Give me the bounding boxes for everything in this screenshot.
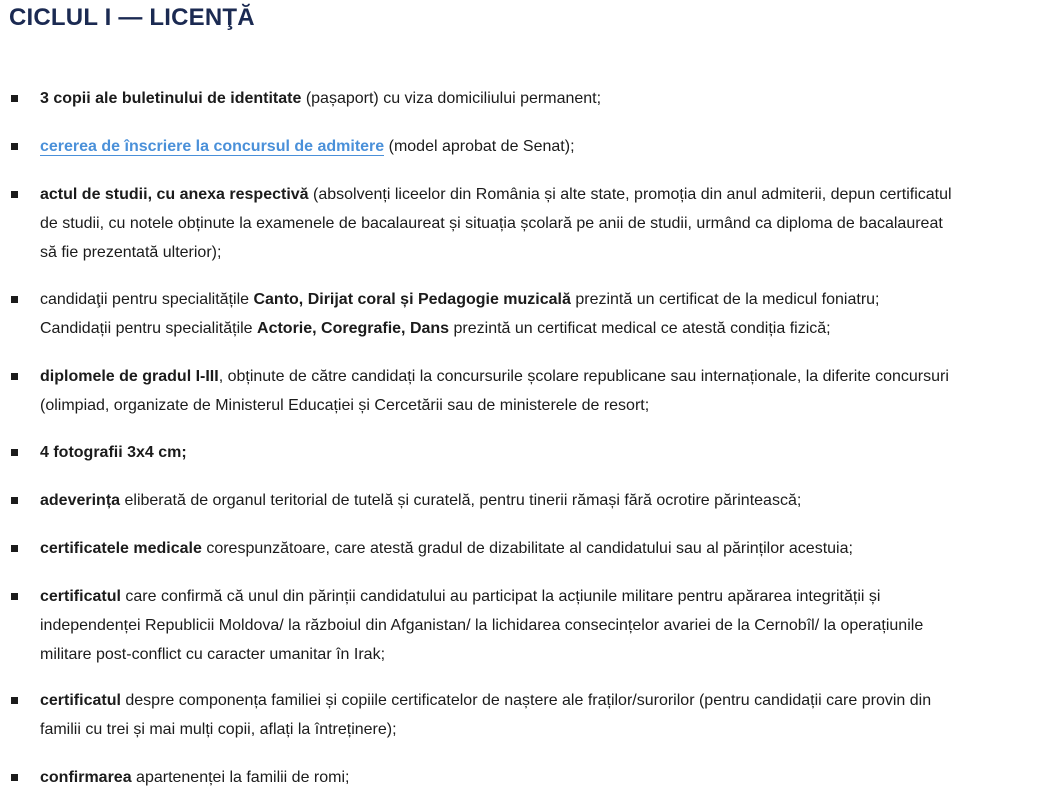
bold-text: adeverința bbox=[40, 492, 121, 509]
text-line bbox=[40, 534, 1037, 563]
square-bullet-icon bbox=[11, 497, 18, 504]
text-line bbox=[40, 285, 1037, 314]
bold-text: 3 copii ale buletinului de identitate bbox=[40, 90, 302, 107]
admission-form-link[interactable]: cererea de înscriere la concursul de admitere bbox=[40, 138, 385, 155]
list-item-text bbox=[40, 534, 1037, 563]
list-item bbox=[9, 534, 1037, 563]
bold-text: Canto, Dirijat coral și Pedagogie muzicală bbox=[253, 291, 571, 308]
square-bullet-icon bbox=[11, 697, 18, 704]
text: , obținute de către candidați la concursurile școlare republicane sau internaționale, la diferite concursuri bbox=[218, 368, 949, 385]
list-item bbox=[9, 763, 1037, 792]
text-line bbox=[40, 611, 1037, 640]
text-line bbox=[40, 180, 1037, 209]
text: (model aprobat de Senat); bbox=[384, 138, 575, 155]
square-bullet-icon bbox=[11, 774, 18, 781]
list-item-text bbox=[40, 84, 1037, 113]
bold-text: certificatul bbox=[40, 692, 121, 709]
bold-text: actul de studii, cu anexa respectivă bbox=[40, 186, 309, 203]
text-line bbox=[40, 486, 1037, 515]
list-item bbox=[9, 84, 1037, 113]
text: familii cu trei și mai mulți copii, aflați la întreținere); bbox=[40, 721, 397, 738]
list-item-text bbox=[40, 438, 1037, 467]
text: (pașaport) cu viza domiciliului permanent; bbox=[301, 90, 602, 107]
bold-text: confirmarea bbox=[40, 769, 132, 786]
text-line bbox=[40, 84, 1037, 113]
list-item bbox=[9, 180, 1037, 267]
list-item bbox=[9, 686, 1037, 744]
square-bullet-icon bbox=[11, 449, 18, 456]
text-line bbox=[40, 132, 1037, 161]
text-line bbox=[40, 391, 1037, 420]
list-item-text bbox=[40, 582, 1037, 669]
list-item-text bbox=[40, 362, 1037, 420]
text: să fie prezentată ulterior); bbox=[40, 244, 222, 261]
list-item bbox=[9, 438, 1037, 467]
text: eliberată de organul teritorial de tutelă și curatelă, pentru tinerii rămași fără ocrotire părintească; bbox=[120, 492, 802, 509]
text: Candidații pentru specialitățile bbox=[40, 320, 258, 337]
text: candidaţii pentru specialitățile bbox=[40, 291, 254, 308]
square-bullet-icon bbox=[11, 95, 18, 102]
text: militare post-conflict cu caracter umanitar în Irak; bbox=[40, 646, 386, 663]
list-item-text bbox=[40, 486, 1037, 515]
list-item bbox=[9, 132, 1037, 161]
text: corespunzătoare, care atestă gradul de dizabilitate al candidatului sau al părinților acestuia; bbox=[201, 540, 853, 557]
text: despre componența familiei și copiile certificatelor de naștere ale fraților/surorilor (pentru candidații care provin din bbox=[120, 692, 932, 709]
bold-text: diplomele de gradul I-III bbox=[40, 368, 219, 385]
list-item-text bbox=[40, 285, 1037, 343]
text-line bbox=[40, 715, 1037, 744]
list-item-text bbox=[40, 686, 1037, 744]
text-line bbox=[40, 314, 1037, 343]
text: independenței Republicii Moldova/ la războiul din Afganistan/ la lichidarea consecințelor avariei de la Cernobîl/ la operațiunile bbox=[40, 617, 924, 634]
list-item bbox=[9, 486, 1037, 515]
text: (absolvenți liceelor din România și alte state, promoția din anul admiterii, depun certificatul bbox=[308, 186, 952, 203]
text: prezintă un certificat de la medicul foniatru; bbox=[570, 291, 880, 308]
text-line bbox=[40, 640, 1037, 669]
square-bullet-icon bbox=[11, 296, 18, 303]
text: (olimpiad, organizate de Ministerul Educației și Cercetării sau de ministerele de resort; bbox=[40, 397, 650, 414]
list-item-text bbox=[40, 132, 1037, 161]
text-line bbox=[40, 238, 1037, 267]
text: care confirmă că unul din părinții candidatului au participat la acțiunile militare pentru apărarea integrității și bbox=[120, 588, 881, 605]
square-bullet-icon bbox=[11, 593, 18, 600]
square-bullet-icon bbox=[11, 373, 18, 380]
square-bullet-icon bbox=[11, 143, 18, 150]
bold-text: Actorie, Coregrafie, Dans bbox=[257, 320, 450, 337]
list-item-text bbox=[40, 180, 1037, 267]
text-line bbox=[40, 686, 1037, 715]
bold-text: 4 fotografii 3x4 cm; bbox=[40, 444, 187, 461]
list-item bbox=[9, 362, 1037, 420]
text-line bbox=[40, 763, 1037, 792]
square-bullet-icon bbox=[11, 191, 18, 198]
bold-text: certificatul bbox=[40, 588, 121, 605]
text: de studii, cu notele obținute la examenele de bacalaureat și situația școlară pe anii de studii, urmând ca diploma de bacalaureat bbox=[40, 215, 943, 232]
square-bullet-icon bbox=[11, 545, 18, 552]
page-title: CICLUL I — LICENŢĂ bbox=[9, 4, 255, 31]
text-line bbox=[40, 362, 1037, 391]
text: apartenenței la familii de romi; bbox=[131, 769, 350, 786]
text: prezintă un certificat medical ce atestă condiția fizică; bbox=[449, 320, 831, 337]
text-line bbox=[40, 438, 1037, 467]
list-item-text bbox=[40, 763, 1037, 792]
bold-text: certificatele medicale bbox=[40, 540, 202, 557]
list-item bbox=[9, 582, 1037, 669]
text-line bbox=[40, 582, 1037, 611]
text-line bbox=[40, 209, 1037, 238]
list-item bbox=[9, 285, 1037, 343]
